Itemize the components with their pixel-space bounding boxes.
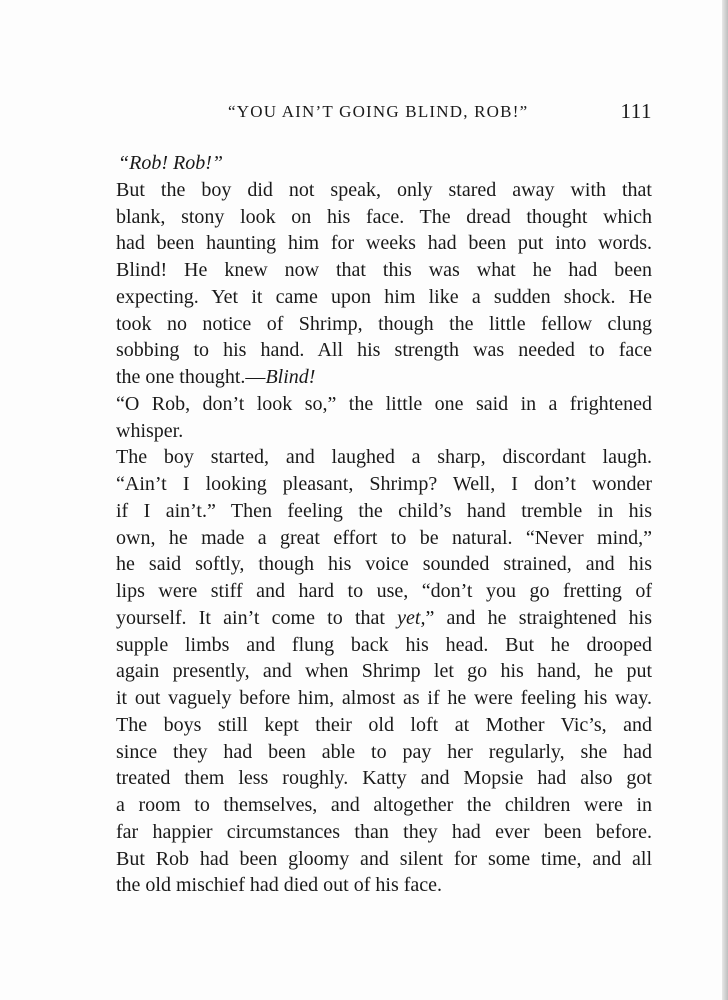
running-title: “YOU AIN’T GOING BLIND, ROB!” (228, 102, 529, 121)
text-line-14: if I ain’t.” Then feeling the child’s hand tremble in his (116, 499, 652, 522)
text-line-16: he said softly, though his voice sounded strained, and his (116, 553, 652, 576)
text-line-6: expecting. Yet it came upon him like a sudden shock. He (116, 285, 652, 308)
italic-emphasis: yet, (397, 606, 426, 629)
text-line-12: The boy started, and laughed a sharp, discordant laugh. (116, 446, 652, 469)
text-line-9: the one thought.—Blind! (116, 366, 316, 388)
page-number: 111 (620, 99, 652, 123)
text-line-2: But the boy did not speak, only stared away with that (116, 178, 652, 201)
text-line-11: whisper. (116, 419, 184, 442)
text-line-27: But Rob had been gloomy and silent for some time, and all (116, 847, 652, 870)
text-line-21: it out vaguely before him, almost as if he were feeling his way. (116, 687, 652, 709)
text-line-15: own, he made a great effort to be natural. “Never mind,” (116, 526, 652, 549)
text-line-25: a room to themselves, and altogether the children were in (116, 794, 652, 816)
text-line-18: yourself. It ain’t come to that yet,” and he straightened his (116, 606, 652, 629)
page-edge-shadow (722, 0, 728, 1000)
text-line-4: had been haunting him for weeks had been put into words. (116, 232, 652, 255)
text-line-8: sobbing to his hand. All his strength was needed to face (116, 339, 652, 362)
page-header (116, 99, 652, 132)
italic-emphasis: Blind! (265, 366, 316, 388)
body-text (116, 150, 652, 899)
text-line-5: Blind! He knew now that this was what he had been (116, 259, 652, 281)
text-line-3: blank, stony look on his face. The dread thought which (116, 205, 652, 228)
text-line-7: took no notice of Shrimp, though the little fellow clung (116, 312, 652, 335)
text-line-20: again presently, and when Shrimp let go his hand, he put (116, 660, 652, 683)
text-line-1: “Rob! Rob!” (118, 152, 223, 174)
text-line-13: “Ain’t I looking pleasant, Shrimp? Well, I don’t wonder (116, 473, 652, 495)
text-line-23: since they had been able to pay her regularly, she had (116, 740, 652, 763)
text-line-24: treated them less roughly. Katty and Mopsie had also got (116, 767, 652, 790)
text-line-28: the old mischief had died out of his face. (116, 874, 443, 897)
text-line-19: supple limbs and flung back his head. But he drooped (116, 633, 652, 656)
text-line-26: far happier circumstances than they had ever been before. (116, 820, 652, 843)
text-line-10: “O Rob, don’t look so,” the little one said in a frightened (116, 392, 652, 415)
text-line-22: The boys still kept their old loft at Mother Vic’s, and (116, 713, 652, 736)
text-line-17: lips were stiff and hard to use, “don’t you go fretting of (116, 580, 652, 602)
